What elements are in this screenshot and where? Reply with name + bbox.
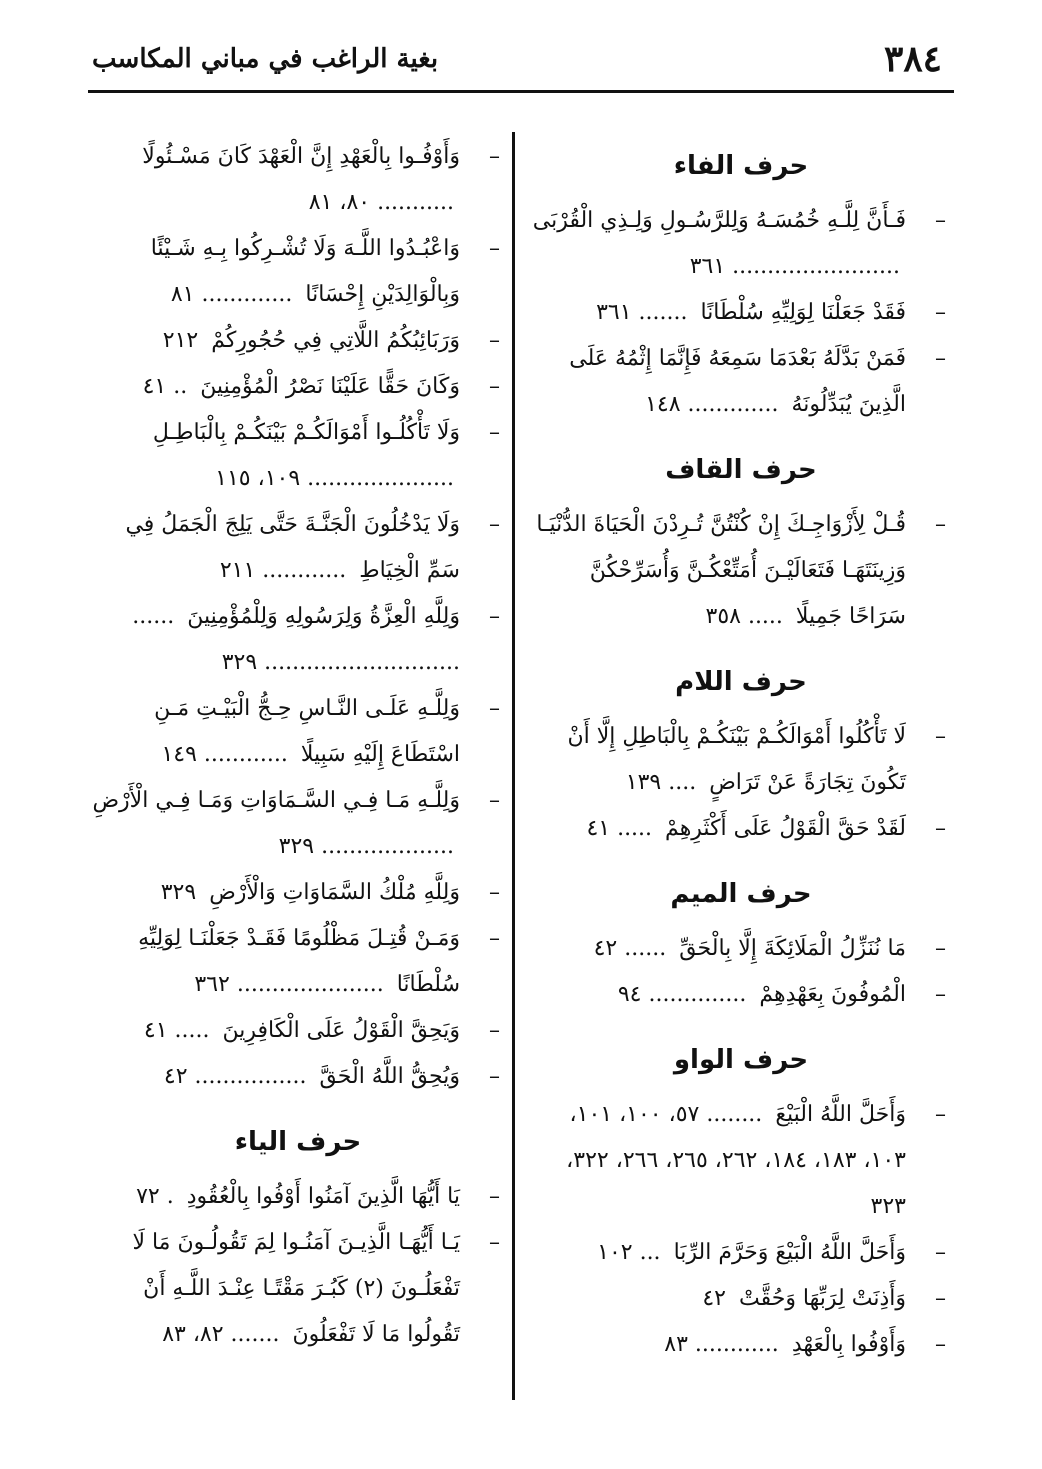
- ayah-text: وَأَذِنَتْ لِرَبِّهَا وَحُقَّتْ: [738, 1286, 906, 1311]
- index-entry: [88, 916, 508, 1008]
- section-heading: حرف الياء: [234, 1127, 362, 1157]
- ayah-text: وَأَحَلَّ اللَّهُ الْبَيْعَ: [775, 1102, 906, 1127]
- right-column: [528, 124, 954, 1368]
- entry-dash: –: [935, 724, 946, 749]
- entry-dash: –: [935, 208, 946, 233]
- page-refs: .. ٤١: [142, 374, 188, 399]
- page-refs: ................ ٤٢: [163, 1064, 307, 1089]
- entry-dash: –: [935, 346, 946, 371]
- column-divider: [512, 132, 515, 1400]
- ayah-text: وَيَحِقَّ الْقَوْلُ عَلَى الْكَافِرِينَ: [222, 1018, 460, 1043]
- ayah-text: وَيُحِقُّ اللَّهُ الْحَقَّ: [319, 1064, 460, 1089]
- page-refs: ............ ٢١١: [219, 558, 347, 583]
- index-entry: [88, 1220, 508, 1358]
- page-refs: . ٧٢: [136, 1184, 174, 1209]
- index-entry: [528, 714, 954, 806]
- entry-dash: –: [935, 1286, 946, 1311]
- ayah-text: يَا أَيُّهَا الَّذِينَ آمَنُوا أَوْفُوا بِالْعُقُودِ: [186, 1184, 460, 1209]
- entry-dash: –: [489, 696, 500, 721]
- index-entry: [88, 410, 508, 502]
- index-entry: [528, 972, 954, 1018]
- ayah-text: فَمَنْ بَدَّلَهُ بَعْدَمَا سَمِعَهُ فَإِنَّمَا إِثْمُهُ عَلَى الَّذِينَ يُبَدِّلُونَهُ: [569, 346, 906, 417]
- index-entry: [88, 1008, 508, 1054]
- index-entry: [528, 1092, 954, 1230]
- section-heading: حرف اللام: [675, 667, 807, 697]
- ayah-text: وَأَوْفُوا بِالْعَهْدِ: [791, 1332, 906, 1357]
- section-heading: حرف القاف: [665, 455, 817, 485]
- page-refs: ٤٢: [702, 1286, 726, 1311]
- entry-dash: –: [489, 328, 500, 353]
- page-refs: ... ١٠٢: [597, 1240, 661, 1265]
- page-refs: ..................... ٣٦٢: [194, 972, 384, 997]
- page-refs: ............. ٨١: [170, 282, 293, 307]
- page-refs: ........................ ٣٦١: [689, 254, 900, 279]
- entry-dash: –: [489, 512, 500, 537]
- page-refs: ..... ٤١: [143, 1018, 210, 1043]
- entry-dash: –: [489, 236, 500, 261]
- ayah-text: فَـأَنَّ لِلَّـهِ خُمُسَـهُ وَلِلرَّسُـولِ وَلِـذِي الْقُرْبَى: [532, 208, 906, 233]
- entry-dash: –: [935, 300, 946, 325]
- ayah-text: فَقَدْ جَعَلْنَا لِوَلِيِّهِ سُلْطَانًا: [700, 300, 906, 325]
- index-entry: [88, 364, 508, 410]
- index-entry: [528, 1276, 954, 1322]
- ayah-text: وَلَا تَأْكُلُـوا أَمْوَالَكُـمْ بَيْنَكُـمْ بِالْبَاطِـلِ: [152, 420, 460, 445]
- page-refs: ..... ٣٥٨: [705, 604, 783, 629]
- page-refs: ٢١٢: [162, 328, 199, 353]
- entry-dash: –: [935, 1332, 946, 1357]
- page-refs: ....... ٨٢، ٨٣: [162, 1322, 280, 1347]
- index-entry: [88, 870, 508, 916]
- entry-dash: –: [935, 512, 946, 537]
- index-entry: [88, 778, 508, 870]
- left-column: [88, 134, 508, 1358]
- page-refs: ............ ١٤٩: [161, 742, 288, 767]
- entry-dash: –: [935, 936, 946, 961]
- entry-dash: –: [489, 604, 500, 629]
- page-refs: .............. ٩٤: [617, 982, 747, 1007]
- ayah-text: وَلِلَّـهِ مَـا فِـي السَّـمَاوَاتِ وَمَـا فِـي الْأَرْضِ: [92, 788, 460, 813]
- index-entry: [88, 134, 508, 226]
- entry-dash: –: [489, 1064, 500, 1089]
- entry-dash: –: [935, 982, 946, 1007]
- entry-dash: –: [489, 1184, 500, 1209]
- index-entry: [528, 198, 954, 290]
- index-entry: [528, 926, 954, 972]
- entry-dash: –: [489, 1018, 500, 1043]
- ayah-text: قُـلْ لِأَزْوَاجِـكَ إِنْ كُنْتُنَّ تُـرِدْنَ الْحَيَاةَ الدُّنْيَـا وَزِينَتَهَـا فَتَعَالَيْـنَ أُمَتِّعْكُـنَّ وَأُسَرِّحْكُنَّ سَرَاحًا جَمِيلًا: [536, 512, 906, 629]
- ayah-text: وَلَا يَدْخُلُونَ الْجَنَّـةَ حَتَّى يَلِجَ الْجَمَلُ فِي سَمِّ الْخِيَاطِ: [125, 512, 460, 583]
- section-heading: حرف الفاء: [673, 151, 809, 181]
- page-refs: ............. ١٤٨: [645, 392, 779, 417]
- page-refs: ٣٢٩: [160, 880, 197, 905]
- entry-dash: –: [489, 1230, 500, 1255]
- index-entry: [88, 594, 508, 686]
- index-entry: [528, 806, 954, 852]
- index-entry: [88, 318, 508, 364]
- ayah-text: الْمُوفُونَ بِعَهْدِهِمْ: [759, 982, 906, 1007]
- entry-dash: –: [489, 788, 500, 813]
- page-header: [88, 34, 954, 86]
- header-rule: [88, 90, 954, 93]
- index-entry: [88, 226, 508, 318]
- book-title: بغية الراغب في مباني المكاسب: [92, 44, 439, 74]
- ayah-text: لَا تَأْكُلُوا أَمْوَالَكُـمْ بَيْنَكُـمْ بِالْبَاطِلِ إِلَّا أَنْ تَكُونَ تِجَارَةً عَنْ تَرَاضٍ: [567, 724, 906, 795]
- page-refs: ................... ٣٢٩: [278, 834, 454, 859]
- index-entry: [88, 1174, 508, 1220]
- entry-dash: –: [489, 144, 500, 169]
- page-refs: ...... ............................ ٣٢٩: [132, 604, 460, 675]
- index-entry: [528, 336, 954, 428]
- index-entry: [528, 1230, 954, 1276]
- page-refs: ...... ٤٢: [593, 936, 667, 961]
- ayah-text: وَرَبَائِبُكُمُ اللَّاتِي فِي حُجُورِكُمْ: [211, 328, 460, 353]
- section-heading: حرف الواو: [673, 1045, 809, 1075]
- page-refs: ........... ٨٠، ٨١: [308, 190, 454, 215]
- ayah-text: وَأَحَلَّ اللَّهُ الْبَيْعَ وَحَرَّمَ الرِّبَا: [673, 1240, 906, 1265]
- page-refs: ..... ٤١: [586, 816, 653, 841]
- ayah-text: وَكَانَ حَقًّا عَلَيْنَا نَصْرُ الْمُؤْمِنِينَ: [200, 374, 460, 399]
- entry-dash: –: [935, 816, 946, 841]
- ayah-text: وَلِلَّهِ الْعِزَّةُ وَلِرَسُولِهِ وَلِلْمُؤْمِنِينَ: [187, 604, 460, 629]
- index-entry: [88, 686, 508, 778]
- index-entry: [528, 502, 954, 640]
- entry-dash: –: [489, 926, 500, 951]
- ayah-text: لَقَدْ حَقَّ الْقَوْلُ عَلَى أَكْثَرِهِمْ: [665, 816, 906, 841]
- ayah-text: وَاعْبُـدُوا اللَّـهَ وَلَا تُشْـرِكُوا بِـهِ شَـيْئًا وَبِالْوَالِدَيْنِ إِحْسَانًا: [150, 236, 460, 307]
- index-entry: [88, 502, 508, 594]
- page-refs: ........ ٥٧، ١٠٠، ١٠١، ١٠٣، ١٨٣، ١٨٤، ٢٦٢، ٢٦٥، ٢٦٦، ٣٢٢، ٣٢٣: [566, 1102, 906, 1219]
- ayah-text: وَلِلَّـهِ عَلَـى النَّـاسِ حِـجُّ الْبَيْـتِ مَـنِ اسْتَطَاعَ إِلَيْهِ سَبِيلًا: [154, 696, 460, 767]
- page-refs: ..................... ١٠٩، ١١٥: [215, 466, 454, 491]
- ayah-text: يَـا أَيُّهَـا الَّذِيـنَ آمَنُـوا لِمَ تَقُولُـونَ مَا لَا تَفْعَلُـونَ (٢) كَبُـرَ مَقْتًـا عِنْـدَ اللَّـهِ أَنْ تَقُولُوا مَا لَا تَفْعَلُونَ: [132, 1230, 460, 1347]
- ayah-text: وَأَوْفُـوا بِالْعَهْدِ إِنَّ الْعَهْدَ كَانَ مَسْـئُولًا: [142, 144, 460, 169]
- entry-dash: –: [489, 420, 500, 445]
- page-refs: ....... ٣٦١: [596, 300, 688, 325]
- ayah-text: مَا نُنَزِّلُ الْمَلَائِكَةَ إِلَّا بِالْحَقِّ: [679, 936, 906, 961]
- entry-dash: –: [489, 374, 500, 399]
- ayah-text: وَلِلَّهِ مُلْكُ السَّمَاوَاتِ وَالْأَرْضِ: [209, 880, 460, 905]
- index-entry: [528, 290, 954, 336]
- entry-dash: –: [489, 880, 500, 905]
- page-refs: .... ١٣٩: [625, 770, 697, 795]
- ayah-text: وَمَـنْ قُتِـلَ مَظْلُومًا فَقَـدْ جَعَلْنَـا لِوَلِيِّهِ سُلْطَانًا: [138, 926, 460, 997]
- entry-dash: –: [935, 1102, 946, 1127]
- page-refs: ............ ٨٣: [664, 1332, 779, 1357]
- entry-dash: –: [935, 1240, 946, 1265]
- section-heading: حرف الميم: [670, 879, 812, 909]
- index-entry: [528, 1322, 954, 1368]
- page-number: ٣٨٤: [883, 38, 942, 80]
- index-entry: [88, 1054, 508, 1100]
